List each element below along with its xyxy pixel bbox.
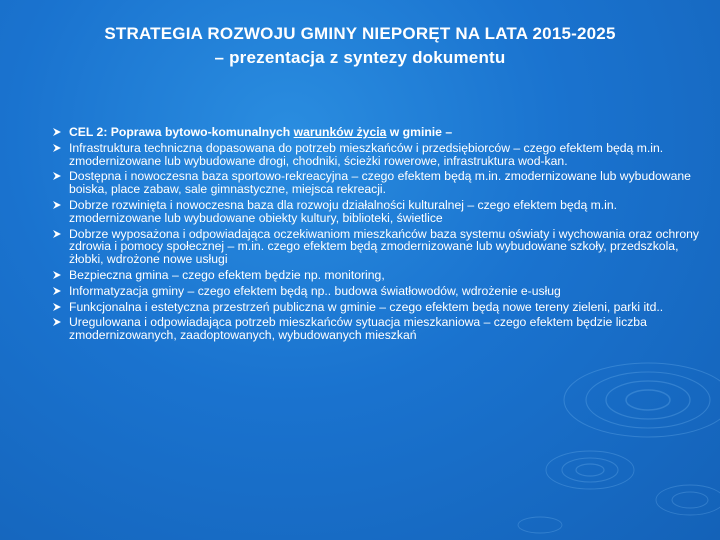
bullet-list xyxy=(52,126,712,345)
list-item xyxy=(52,199,712,225)
arrowhead-bullet-icon xyxy=(52,270,62,280)
arrowhead-bullet-icon xyxy=(52,229,62,239)
list-item-text: Dobrze rozwinięta i nowoczesna baza dla rozwoju działalności kulturalnej – czego efektem będą m.in. zmodernizowane lub wybudowane obiekty kultury, biblioteki, świetlice xyxy=(69,197,618,225)
list-item xyxy=(52,269,712,282)
list-item-text: Funkcjonalna i estetyczna przestrzeń publiczna w gminie – czego efektem będą nowe tereny zieleni, parki itd.. xyxy=(69,299,664,314)
slide-title xyxy=(40,22,680,70)
arrowhead-bullet-icon xyxy=(52,143,62,153)
list-item-text: Infrastruktura techniczna dopasowana do potrzeb mieszkańców i przedsiębiorców – czego efektem będą m.in. zmodernizowane lub wybudowane drogi, chodniki, ścieżki rowerowe, infrastruktura wod-kan. xyxy=(69,140,664,168)
arrowhead-bullet-icon xyxy=(52,171,62,181)
list-item-text: Bezpieczna gmina – czego efektem będzie np. monitoring, xyxy=(69,267,385,282)
list-item xyxy=(52,301,712,314)
arrowhead-bullet-icon xyxy=(52,302,62,312)
arrowhead-bullet-icon xyxy=(52,200,62,210)
arrowhead-bullet-icon xyxy=(52,127,62,137)
goal-suffix: w gminie – xyxy=(386,125,453,139)
list-item xyxy=(52,316,712,342)
list-item-goal xyxy=(52,126,712,139)
list-item xyxy=(52,170,712,196)
list-item xyxy=(52,142,712,168)
title-line-1: STRATEGIA ROZWOJU GMINY NIEPORĘT NA LATA 2015-2025 xyxy=(104,24,616,43)
arrowhead-bullet-icon xyxy=(52,317,62,327)
list-item-text: Dostępna i nowoczesna baza sportowo-rekreacyjna – czego efektem będą m.in. zmodernizowane lub wybudowane boiska, place zabaw, sale gimnastyczne, miejsca rekreacji. xyxy=(69,169,691,197)
list-item-text: Uregulowana i odpowiadająca potrzeb mieszkańców sytuacja mieszkaniowa – czego efektem będzie liczba zmodernizowanych, zaadoptowanych, wybudowanych mieszkań xyxy=(69,315,647,343)
list-item-text: Dobrze wyposażona i odpowiadająca oczekiwaniom mieszkańców baza systemu oświaty i wychowania oraz ochrony zdrowia i pomocy społecznej – m.in. czego efektem będą zmodernizowane lub wybudowane szkoły, przedszkola, żłobki, wdrożone nowe usługi xyxy=(69,226,699,267)
title-line-2: – prezentacja z syntezy dokumentu xyxy=(214,48,506,67)
goal-underlined: warunków życia xyxy=(293,125,387,139)
list-item xyxy=(52,285,712,298)
list-item xyxy=(52,228,712,266)
arrowhead-bullet-icon xyxy=(52,286,62,296)
goal-prefix: CEL 2: Poprawa bytowo-komunalnych xyxy=(69,125,294,139)
list-item-text: Informatyzacja gminy – czego efektem będą np.. budowa światłowodów, wdrożenie e-usług xyxy=(69,283,561,298)
